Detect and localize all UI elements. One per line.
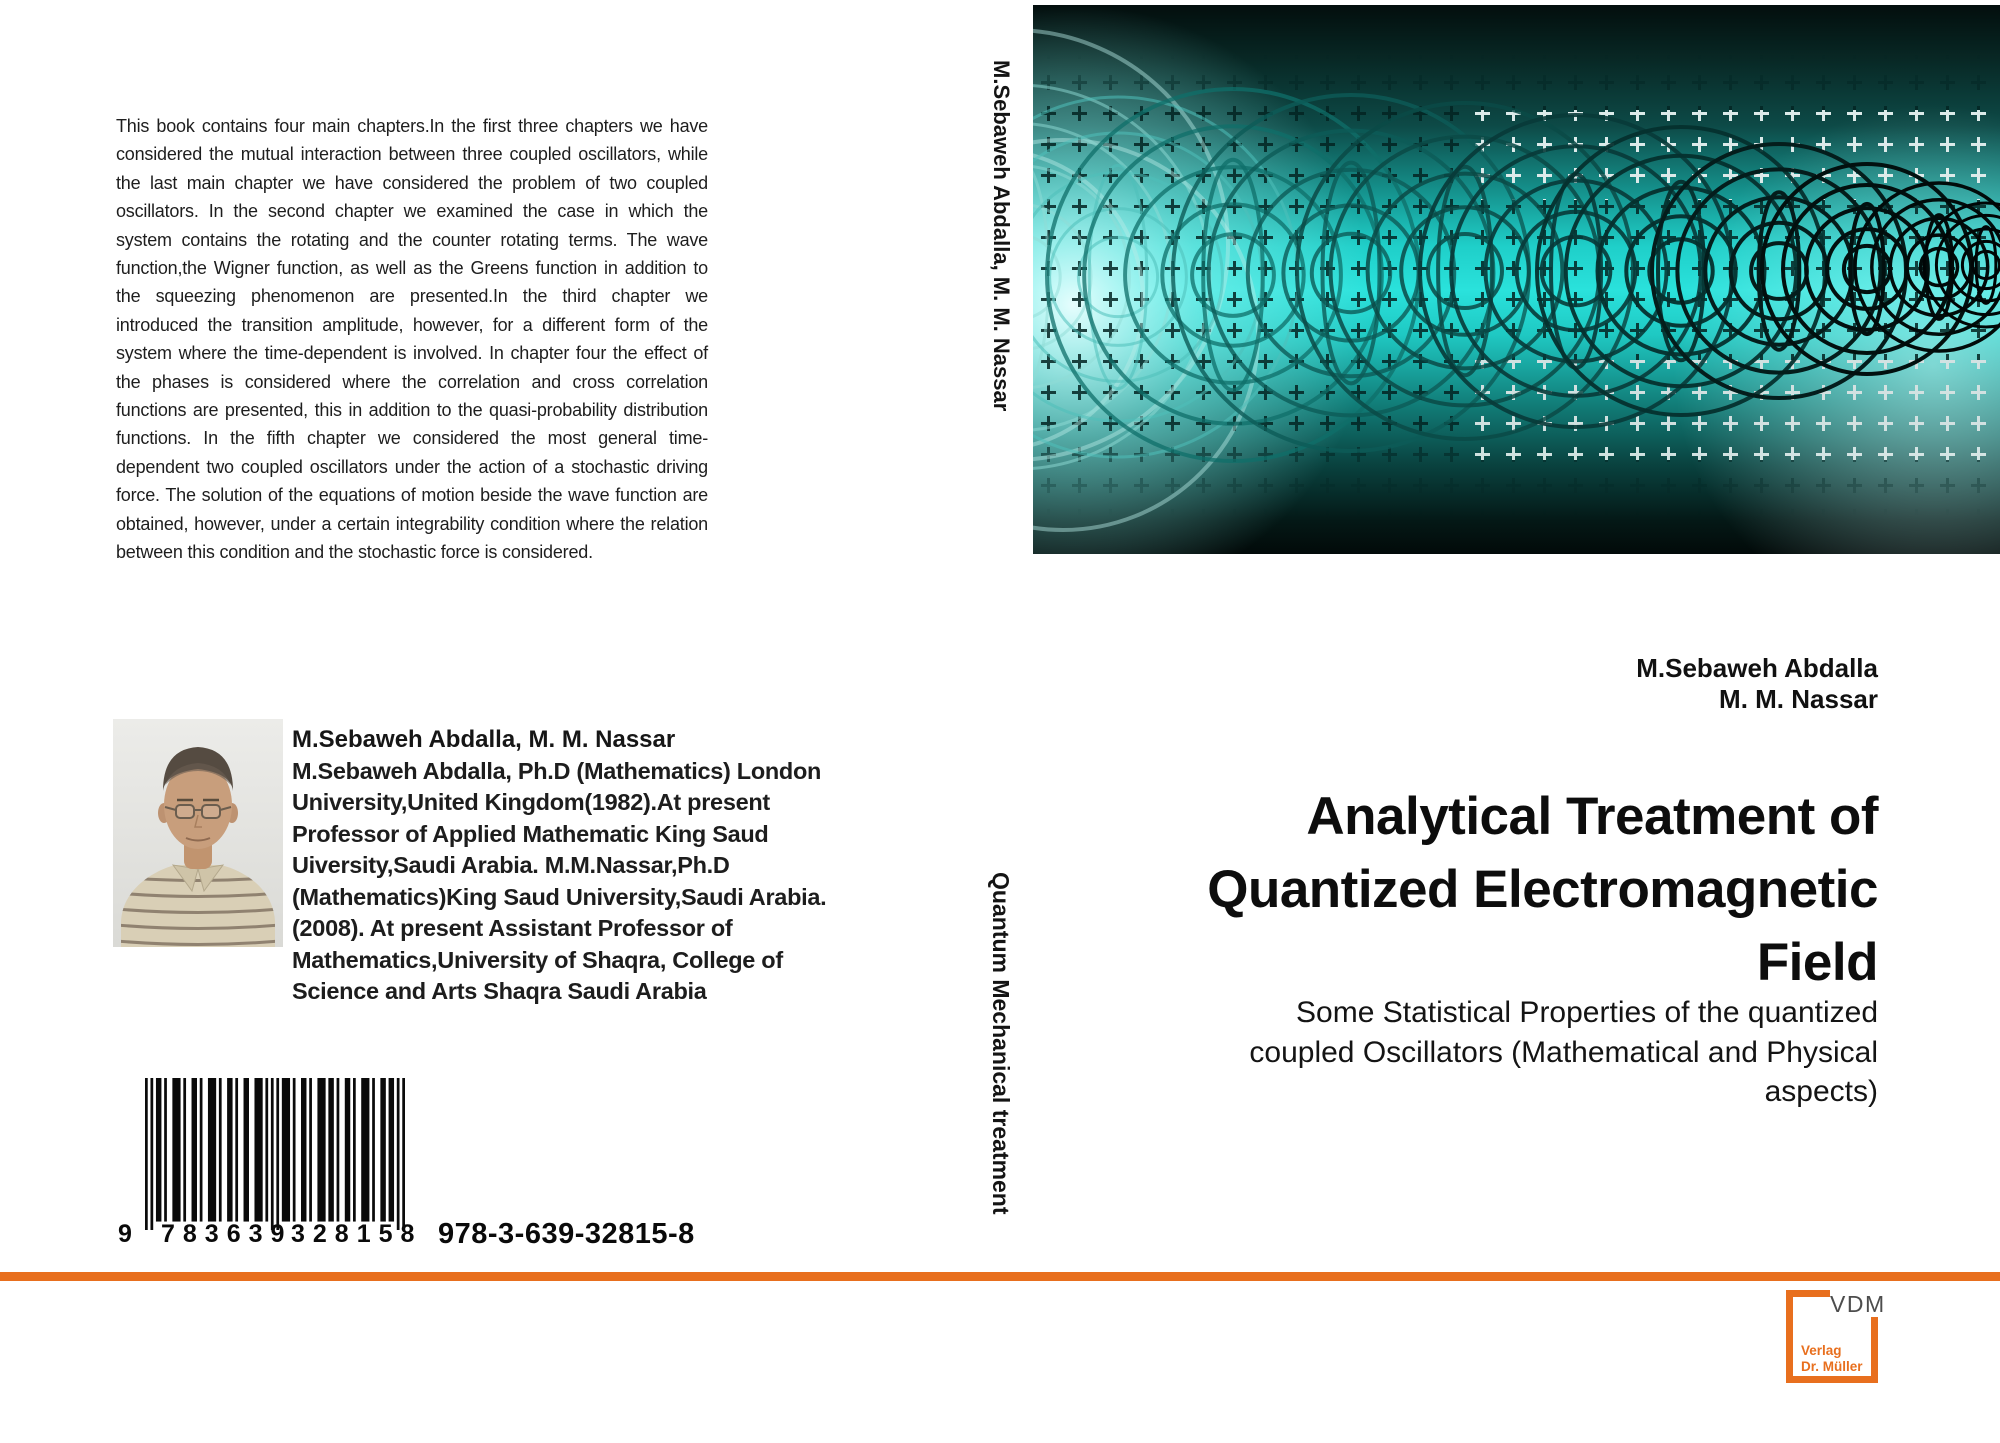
barcode-digits-right: 328158 xyxy=(291,1220,423,1248)
vdm-logo-text: VDM xyxy=(1830,1291,1886,1317)
back-cover-blurb: This book contains four main chapters.In the first three chapters we have considered the mutual interaction between three coupled oscillators, while the last main chapter we have considered the problem of two coupled oscillators. In the second chapter we examined the case in which the system contains the rotating and the counter rotating terms. The wave function,the Wigner function, as well as the Greens function in addition to the squeezing phenomenon are presented.In the third chapter we introduced the transition amplitude, however, for a different form of the system where the time-dependent is involved. In chapter four the effect of the phases is considered where the correlation and cross correlation functions are presented, this in addition to the quasi-probability distribution functions. In the fifth chapter we considered the most general time-dependent two coupled oscillators under the action of a stochastic driving force. The solution of the equations of motion beside the wave function are obtained, however, under a certain integrability condition where the relation between this condition and the stochastic force is considered. xyxy=(116,116,708,563)
publisher-name-line-1: Verlag xyxy=(1801,1343,1842,1358)
bio-heading: M.Sebaweh Abdalla, M. M. Nassar xyxy=(292,726,676,753)
barcode-bars xyxy=(145,1078,405,1230)
author-photo-graphic xyxy=(113,719,283,947)
isbn-text: 978-3-639-32815-8 xyxy=(438,1218,695,1250)
front-author-2: M. M. Nassar xyxy=(1719,684,1878,714)
bio-text: M.Sebaweh Abdalla, Ph.D (Mathematics) London University,United Kingdom(1982).At present Professor of Applied Mathematic King Saud Uiversity,Saudi Arabia. M.M.Nassar,Ph.D (Mathematics)King Saud University,Saudi Arabia. (2008). At present Assistant Professor of Mathematics,University of Shaqra, College of Science and Arts Shaqra Saudi Arabia xyxy=(292,757,827,1004)
publisher-name xyxy=(1801,1343,1863,1374)
author-photo xyxy=(113,719,283,947)
barcode xyxy=(115,1078,435,1248)
barcode-digit-first: 9 xyxy=(118,1220,132,1248)
book-subtitle xyxy=(1055,993,1878,1112)
barcode-digits-left: 783639 xyxy=(161,1220,293,1248)
front-cover-authors xyxy=(1636,653,1878,715)
orange-divider xyxy=(0,1272,2000,1281)
spine-authors: M.Sebaweh Abdalla, M. M. Nassar xyxy=(989,60,1014,412)
author-bio-block xyxy=(292,724,860,1008)
publisher-name-line-2: Dr. Müller xyxy=(1801,1358,1863,1374)
book-title-line-3: Field xyxy=(1756,933,1878,992)
book-subtitle-line-1: Some Statistical Properties of the quantized xyxy=(1296,996,1878,1029)
book-subtitle-line-2: coupled Oscillators (Mathematical and Physical xyxy=(1249,1035,1878,1069)
spine-series: Quantum Mechanical treatment xyxy=(988,872,1014,1215)
book-title-line-2: Quantized Electromagnetic xyxy=(1207,860,1878,919)
front-author-1: M.Sebaweh Abdalla xyxy=(1636,653,1878,683)
cover-art-image xyxy=(1033,5,2000,554)
book-title xyxy=(1055,780,1878,999)
book-subtitle-line-3: aspects) xyxy=(1764,1075,1878,1108)
book-title-line-1: Analytical Treatment of xyxy=(1306,787,1878,846)
vdm-logo xyxy=(1786,1290,1886,1383)
cover-art-graphic xyxy=(1033,5,2000,554)
